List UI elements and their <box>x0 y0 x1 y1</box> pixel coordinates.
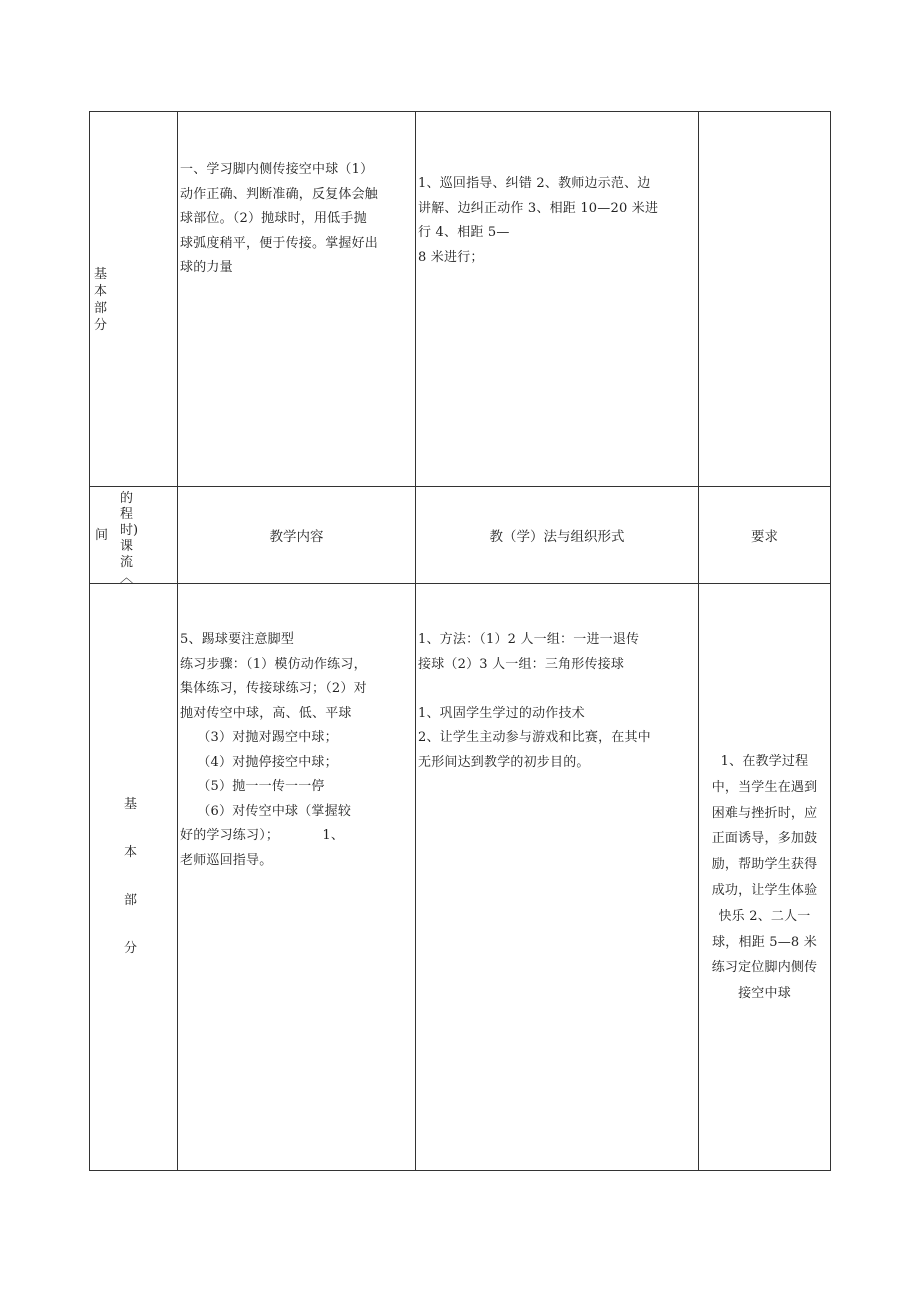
header-cell-method: 教（学）法与组织形式 <box>416 487 699 584</box>
header-process-label: 的 程 时) 课 流 ︿ <box>120 491 139 586</box>
requirement-cell <box>699 584 831 1171</box>
section-label: 基 本 部 分 <box>124 797 138 956</box>
section-label: 基 本 部 分 <box>94 267 108 333</box>
section-label-cell <box>90 584 178 1171</box>
table-row <box>90 112 831 487</box>
header-cell-content: 教学内容 <box>178 487 416 584</box>
table-row <box>90 584 831 1171</box>
content-cell <box>178 112 416 487</box>
requirement-text: 1、在教学过程 中，当学生在遇到 困难与挫折时，应 正面诱导，多加鼓 励，帮助学生获得 成功，让学生体验 快乐 2、二人一 球，相距 5—8 米 练习定位脚内侧传 接空中球 <box>711 754 818 1002</box>
teaching-content-text: 5、踢球要注意脚型 练习步骤：（1）模仿动作练习， 集体练习，传接球练习；（2）对 抛对传空中球，高、低、平球 （3）对抛对踢空中球； （4）对抛停接空中球； （5）抛一一传一一停 （6）对传空中球（掌握较 好的学习练习）； 1、 老师巡回指导。 <box>180 632 367 868</box>
header-time-label: 间 <box>95 528 109 543</box>
content-cell <box>178 584 416 1171</box>
header-cell-process <box>90 487 178 584</box>
header-cell-requirement: 要求 <box>699 487 831 584</box>
teaching-method-text: 1、方法：（1）2 人一组：一进一退传 接球（2）3 人一组：三角形传接球 1、巩固学生学过的动作技术 2、让学生主动参与游戏和比赛，在其中 无形间达到教学的初步目的。 <box>418 632 651 770</box>
section-label-cell <box>90 112 178 487</box>
table-header-row <box>90 487 831 584</box>
teaching-method-text: 1、巡回指导、纠错 2、教师边示范、边 讲解、边纠正动作 3、相距 10—20 米进 行 4、相距 5— 8 米进行； <box>418 176 659 265</box>
requirement-cell <box>699 112 831 487</box>
method-cell <box>416 584 699 1171</box>
method-cell <box>416 112 699 487</box>
teaching-content-text: 一、学习脚内侧传接空中球（1） 动作正确、判断准确，反复体会触 球部位。（2）抛球时，用低手抛 球弧度稍平，便于传接。掌握好出 球的力量 <box>180 162 379 275</box>
lesson-plan-table <box>89 111 831 1171</box>
